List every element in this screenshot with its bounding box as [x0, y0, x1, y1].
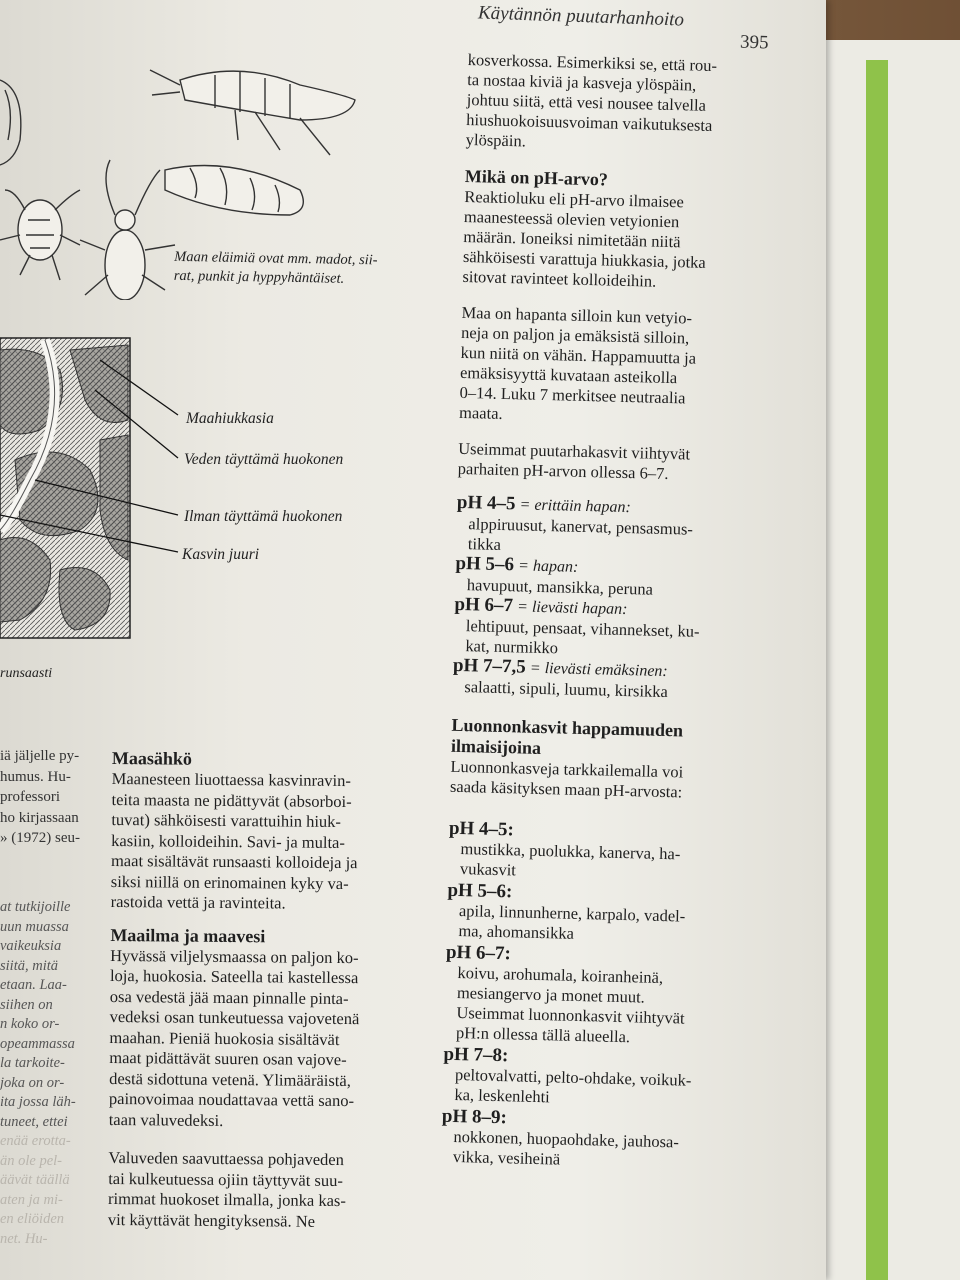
text-line: tuvat) sähköisesti varattuihin hiuk- — [111, 809, 342, 832]
text-line: kosverkossa. Esimerkiksi se, että rou- — [467, 50, 718, 76]
indicator-group — [441, 1107, 764, 1175]
ph-range-plants: salaatti, sipuli, luumu, kirsikka — [464, 677, 669, 702]
indicator-group — [442, 1045, 765, 1113]
text-line: aten ja mi- — [0, 1191, 63, 1208]
text-line: taan valuvedeksi. — [108, 1109, 224, 1130]
text-line: Valuveden saavuttaessa pohjaveden — [108, 1147, 345, 1170]
label-air-pore: Ilman täyttämä huokonen — [184, 508, 343, 525]
label-soil-particles: Maahiukkasia — [186, 410, 274, 427]
right-column — [441, 50, 790, 1175]
text-line: Useimmat puutarhakasvit viihtyvät — [458, 438, 691, 464]
text-line: parhaiten pH-arvon ollessa 6–7. — [457, 458, 669, 484]
indicator-plants: vikka, vesiheinä — [452, 1146, 561, 1169]
illustration-caption — [174, 248, 425, 290]
text-line: Maanesteen liuottaessa kasvinravin- — [111, 768, 351, 791]
soil-structure-diagram — [0, 330, 440, 650]
text-line: Reaktioluku eli pH-arvo ilmaisee — [464, 186, 685, 212]
text-line: humus. Hu- — [0, 768, 71, 785]
text-line: hiushuokoisuusvoiman vaikutuksesta — [466, 109, 713, 135]
text-line: saada käsityksen maan pH-arvosta: — [449, 776, 683, 802]
diagram-caption-fragment: runsaasti — [0, 666, 53, 681]
text-line: destä sidottuna vetenä. Ylimääräistä, — [109, 1068, 351, 1090]
indicator-plants: koivu, arohumala, koiranheinä, — [457, 963, 664, 988]
text-line: äävät täällä — [0, 1172, 70, 1188]
text-line: ylöspäin. — [465, 129, 527, 151]
heading-line: Luonnonkasvit happamuuden — [451, 714, 684, 741]
text-line: Maa on hapanta silloin kun vetyio- — [461, 302, 693, 328]
indicator-plant-list — [441, 819, 771, 1175]
ph-range-value: pH 5–6 — [455, 552, 515, 576]
paragraph-acidity — [459, 303, 784, 431]
text-line: sitovat ravinteet kolloideihin. — [462, 266, 657, 291]
text-line: neja on paljon ja emäksistä silloin, — [460, 322, 690, 348]
indicator-plants: apila, linnunherne, karpalo, vadel- — [458, 901, 686, 926]
heading-maailma: Maailma ja maavesi — [110, 924, 266, 946]
indicator-group — [446, 881, 769, 949]
paragraph-garden-plants — [458, 439, 781, 487]
indicator-plants: pH:n ollessa tällä alueella. — [455, 1023, 631, 1047]
text-line: joka on or- — [0, 1074, 65, 1091]
text-line: kun niitä on vähän. Happamuutta ja — [460, 342, 697, 368]
text-line: vedeksi osan tunkeutuessa vajovetenä — [109, 1006, 360, 1029]
text-line: teita maasta ne pidättyvät (absorboi- — [111, 789, 352, 811]
text-line: tai kulkeutuessa ojiin täyttyvät suu- — [108, 1168, 343, 1190]
text-line: rastoida vettä ja ravinteita. — [110, 891, 286, 913]
paragraph-valuvesi — [108, 1148, 441, 1233]
text-line: rimmat huokoset ilmalla, jonka kas- — [107, 1188, 346, 1211]
page-number: 395 — [739, 31, 769, 54]
indicator-group — [444, 943, 768, 1051]
label-water-pore: Veden täyttämä huokonen — [184, 451, 344, 468]
heading-line: ilmaisijoina — [450, 735, 542, 758]
text-line: n koko or- — [0, 1016, 60, 1032]
text-line: ho kirjassaan — [0, 809, 79, 826]
caption-line: rat, punkit ja hyppyhäntäiset. — [173, 267, 345, 287]
text-line: osa vedestä jää maan pinnalle pinta- — [109, 986, 349, 1008]
paragraph-maasahko — [111, 769, 444, 915]
ph-range-desc: = lievästi hapan: — [516, 598, 628, 619]
indicator-plants: peltovalvatti, pelto-ohdake, voikuk- — [454, 1064, 692, 1090]
text-line: ta nostaa kiviä ja kasveja ylöspäin, — [467, 69, 697, 95]
indicator-ph: pH 6–7: — [445, 941, 512, 965]
text-line: sähköisesti varattuja hiukkasia, jotka — [462, 246, 706, 272]
text-line: maanesteessä olevien vetyionien — [463, 206, 680, 232]
ph-range-item — [456, 493, 779, 562]
indicator-ph: pH 4–5: — [448, 817, 515, 841]
text-line: opeammassa — [0, 1035, 75, 1052]
indicator-plants: mustikka, puolukka, kanerva, ha- — [460, 839, 681, 864]
text-line: vit käyttävät hengityksensä. Ne — [107, 1209, 316, 1231]
text-line: Hyvässä viljelysmaassa on paljon ko- — [110, 945, 359, 967]
text-line: vaikeuksia — [0, 938, 62, 954]
indicator-group — [448, 819, 771, 887]
text-line: loja, huokosia. Sateella tai kastellessa — [109, 965, 359, 988]
text-line: maata. — [458, 402, 503, 423]
heading-maasahko: Maasähkö — [111, 748, 193, 769]
caption-line: Maan eläimiä ovat mm. madot, sii- — [174, 248, 378, 269]
text-line: en eliöiden — [0, 1211, 65, 1227]
text-line: siksi niillä on erinomainen kyky va- — [110, 871, 349, 893]
indicator-plants: ma, ahomansikka — [458, 921, 575, 943]
indicator-ph: pH 5–6: — [447, 879, 513, 903]
indicator-ph: pH 8–9: — [441, 1105, 508, 1129]
ph-range-desc: = lievästi emäksinen: — [529, 659, 668, 681]
text-line: määrän. Ioneiksi nimitetään niitä — [463, 226, 681, 252]
text-line: maat pidättävät suuren osan vajove- — [109, 1047, 347, 1070]
paragraph-intro — [466, 50, 790, 158]
paragraph-indicator-intro — [450, 757, 773, 805]
text-line: maahan. Pieniä huokosia sisältävät — [109, 1027, 340, 1049]
ph-range-list — [452, 493, 779, 705]
text-line: johtuu siitä, että vesi nousee talvella — [466, 89, 707, 115]
text-line: 0–14. Luku 7 merkitsee neutraalia — [459, 382, 686, 408]
ph-range-item — [452, 656, 775, 705]
text-line: ita jossa läh- — [0, 1094, 76, 1110]
ph-range-desc: = hapan: — [517, 557, 579, 576]
ph-range-plants: havupuut, mansikka, peruna — [466, 575, 654, 599]
paragraph-maailma — [109, 945, 443, 1132]
running-header: Käytännön puutarhanhoito — [477, 2, 685, 31]
text-line: Luonnonkasveja tarkkailemalla voi — [450, 756, 684, 782]
text-line: professori — [0, 789, 60, 805]
text-line: maat sisältävät runsaasti kolloideja ja — [110, 850, 358, 873]
text-line: iä jäljelle py- — [0, 748, 80, 764]
indicator-plants: vukasvit — [459, 859, 517, 880]
paragraph-ph-definition — [462, 187, 786, 295]
text-line: tuneet, ettei — [0, 1113, 68, 1130]
indicator-plants: ka, leskenlehti — [454, 1084, 550, 1107]
green-cover-stripe — [866, 60, 888, 1280]
text-line: etaan. Laa- — [0, 977, 67, 993]
text-line: painovoimaa noudattavaa vettä sano- — [108, 1088, 355, 1111]
ph-range-plants: kat, nurmikko — [465, 636, 559, 658]
ph-range-value: pH 6–7 — [454, 593, 514, 617]
text-line: at tutkijoille — [0, 899, 71, 915]
ph-range-plants: lehtipuut, pensaat, vihannekset, ku- — [465, 616, 700, 641]
indicator-plants: Useimmat luonnonkasvit viihtyvät — [456, 1003, 685, 1028]
indicator-plants: nokkonen, huopaohdake, jauhosa- — [453, 1126, 680, 1152]
label-plant-root: Kasvin juuri — [182, 546, 260, 563]
text-line: än ole pel- — [0, 1152, 63, 1169]
ph-range-value: pH 4–5 — [456, 491, 516, 515]
ph-range-value: pH 7–7,5 — [452, 654, 527, 678]
text-line: siihen on — [0, 996, 53, 1013]
text-line: » (1972) seu- — [0, 830, 80, 846]
heading-ph-value: Mikä on pH-arvo? — [464, 165, 609, 190]
text-line: net. Hu- — [0, 1230, 48, 1247]
ph-range-plants: alppiruusut, kanervat, pensasmus- — [468, 514, 694, 539]
indicator-plants: mesiangervo ja monet muut. — [456, 983, 646, 1007]
ph-range-item — [453, 595, 776, 664]
indicator-ph: pH 7–8: — [443, 1043, 509, 1067]
ph-range-plants: tikka — [467, 534, 502, 554]
text-line: enää erotta- — [0, 1133, 71, 1149]
middle-column — [108, 748, 444, 1233]
text-line: la tarkoite- — [0, 1055, 65, 1071]
text-line: emäksisyyttä kuvataan asteikolla — [459, 362, 678, 388]
ph-range-desc: = erittäin hapan: — [519, 496, 632, 517]
text-line: siitä, mitä — [0, 957, 59, 974]
left-column-italic-fragment — [0, 898, 90, 1249]
text-line: uun muassa — [0, 918, 69, 935]
left-column-fragment — [0, 746, 92, 849]
text-line: kasiin, kolloideihin. Savi- ja multa- — [111, 830, 345, 852]
